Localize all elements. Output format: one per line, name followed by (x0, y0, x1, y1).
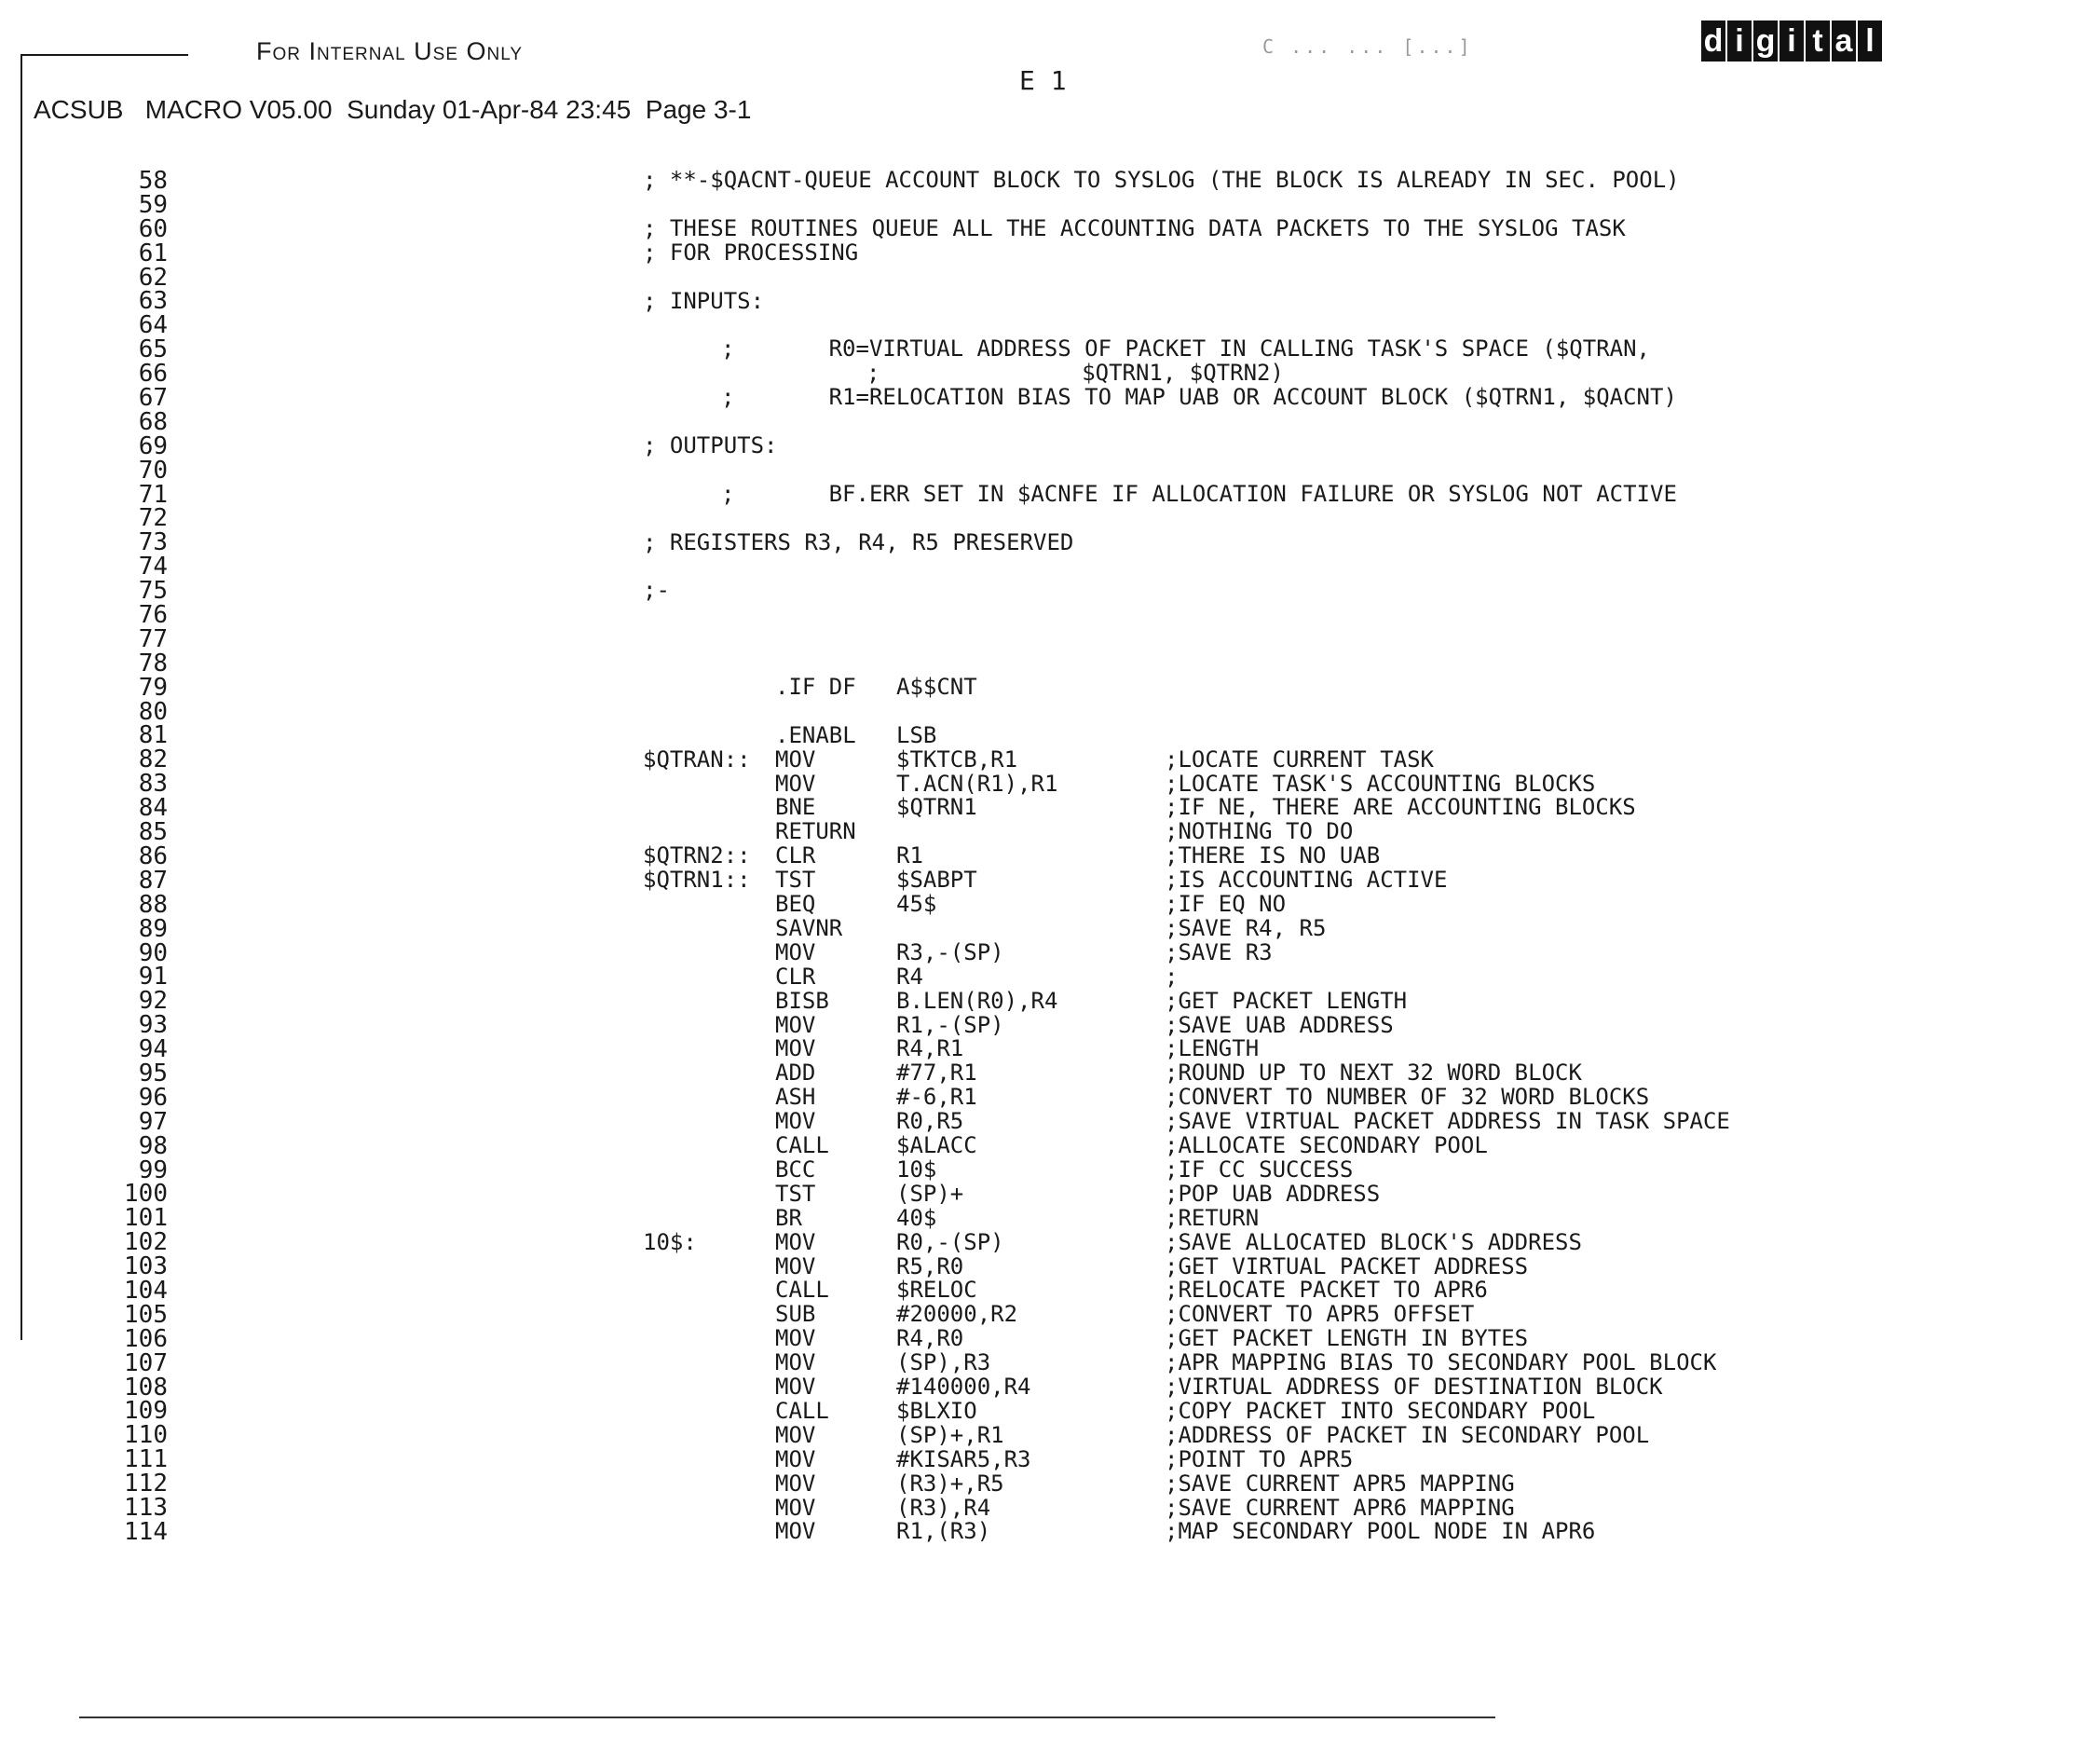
line-number: 105 (124, 1300, 168, 1329)
code-line (643, 1133, 1854, 1157)
code-line (643, 675, 1854, 699)
code-arg: R1,-(SP) (896, 1011, 1004, 1038)
code-cmt: ; (1165, 963, 1179, 990)
code-line (643, 1399, 1854, 1423)
code-arg: $QTRN1 (896, 794, 977, 821)
logo-letter: l (1858, 21, 1882, 62)
code-op: ASH (775, 1084, 816, 1111)
code-label: $QTRAN:: (643, 745, 751, 773)
code-arg: (SP),R3 (896, 1349, 991, 1376)
code-cmt: ;MAP SECONDARY POOL NODE IN APR6 (1165, 1518, 1596, 1545)
code-op: MOV (775, 1349, 816, 1376)
code-op: .ENABL (775, 721, 856, 748)
line-number: 87 (138, 866, 168, 895)
code-cmt: ;SAVE VIRTUAL PACKET ADDRESS IN TASK SPACE (1165, 1108, 1730, 1135)
comment-line: ; BF.ERR SET IN $ACNFE IF ALLOCATION FAILURE OR SYSLOG NOT ACTIVE (721, 480, 1677, 507)
code-line (643, 1350, 1854, 1375)
code-op: MOV (775, 1421, 816, 1448)
code-line (643, 1182, 1854, 1206)
line-number: 64 (138, 311, 168, 340)
code-cmt: ;IF EQ NO (1165, 891, 1287, 917)
code-cmt: ;CONVERT TO APR5 OFFSET (1165, 1301, 1475, 1328)
code-arg: R1 (896, 842, 923, 869)
line-number: 63 (138, 287, 168, 316)
code-op: CALL (775, 1397, 829, 1424)
code-cmt: ;SAVE UAB ADDRESS (1165, 1011, 1394, 1038)
code-line (643, 1423, 1854, 1447)
line-number: 77 (138, 624, 168, 653)
code-arg: (SP)+,R1 (896, 1421, 1004, 1448)
code-cmt: ;POP UAB ADDRESS (1165, 1180, 1381, 1207)
comment-line: ; INPUTS: (643, 287, 765, 314)
code-cmt: ;ALLOCATE SECONDARY POOL (1165, 1132, 1488, 1158)
code-cmt: ;ADDRESS OF PACKET IN SECONDARY POOL (1165, 1421, 1650, 1448)
code-op: MOV (775, 1518, 816, 1545)
line-number: 65 (138, 335, 168, 364)
code-cmt: ;CONVERT TO NUMBER OF 32 WORD BLOCKS (1165, 1084, 1650, 1111)
code-arg: $BLXIO (896, 1397, 977, 1424)
code-arg: R4,R1 (896, 1035, 964, 1062)
code-op: RETURN (775, 818, 856, 845)
line-number: 90 (138, 938, 168, 967)
line-number: 99 (138, 1156, 168, 1184)
line-number: 102 (124, 1228, 168, 1257)
code-arg: 45$ (896, 891, 937, 917)
code-cmt: ;VIRTUAL ADDRESS OF DESTINATION BLOCK (1165, 1374, 1663, 1400)
line-number: 104 (124, 1276, 168, 1305)
line-number: 109 (124, 1397, 168, 1426)
line-number: 78 (138, 649, 168, 677)
line-number: 71 (138, 480, 168, 509)
code-line (643, 940, 1854, 964)
line-number: 93 (138, 1011, 168, 1040)
line-number: 68 (138, 407, 168, 436)
code-op: MOV (775, 1374, 816, 1400)
line-number: 83 (138, 770, 168, 799)
code-line (643, 747, 1854, 772)
code-op: MOV (775, 1470, 816, 1497)
code-arg: #140000,R4 (896, 1374, 1031, 1400)
line-number: 74 (138, 553, 168, 581)
line-number: 82 (138, 745, 168, 774)
code-cmt: ;SAVE CURRENT APR5 MAPPING (1165, 1470, 1515, 1497)
logo-letter: t (1806, 21, 1830, 62)
code-line (643, 1326, 1854, 1350)
line-number: 79 (138, 673, 168, 702)
line-number: 67 (138, 384, 168, 413)
line-number: 60 (138, 214, 168, 243)
page-mark: E 1 (1019, 65, 1067, 96)
line-number: 80 (138, 697, 168, 726)
code-cmt: ;RETURN (1165, 1204, 1260, 1231)
line-number: 66 (138, 360, 168, 389)
code-arg: (R3),R4 (896, 1494, 991, 1521)
code-line (643, 795, 1854, 819)
code-op: MOV (775, 1108, 816, 1135)
code-op: .IF DF (775, 673, 856, 700)
code-cmt: ;SAVE CURRENT APR6 MAPPING (1165, 1494, 1515, 1521)
listing-header: ACSUB MACRO V05.00 Sunday 01-Apr-84 23:45 Page 3-1 (34, 95, 752, 124)
code-label: 10$: (643, 1228, 697, 1255)
code-arg: $ALACC (896, 1132, 977, 1158)
code-cmt: ;ROUND UP TO NEXT 32 WORD BLOCK (1165, 1060, 1582, 1087)
line-number: 110 (124, 1421, 168, 1450)
code-arg: #77,R1 (896, 1060, 977, 1087)
code-cmt: ;SAVE R4, R5 (1165, 914, 1327, 941)
code-cmt: ;IS ACCOUNTING ACTIVE (1165, 867, 1448, 894)
line-number: 86 (138, 841, 168, 870)
code-op: CALL (775, 1277, 829, 1304)
line-number: 100 (124, 1180, 168, 1209)
code-op: MOV (775, 1445, 816, 1472)
line-number: 58 (138, 167, 168, 195)
code-arg: R3,-(SP) (896, 938, 1004, 965)
logo-letter: d (1701, 21, 1725, 62)
line-number: 96 (138, 1083, 168, 1112)
code-op: SUB (775, 1301, 816, 1328)
code-label: $QTRN1:: (643, 867, 751, 894)
line-number: 103 (124, 1252, 168, 1281)
code-arg: T.ACN(R1),R1 (896, 770, 1058, 797)
line-number: 85 (138, 818, 168, 847)
code-cmt: ;LOCATE TASK'S ACCOUNTING BLOCKS (1165, 770, 1596, 797)
code-op: MOV (775, 745, 816, 773)
line-number: 108 (124, 1373, 168, 1402)
code-arg: (SP)+ (896, 1180, 964, 1207)
line-number: 114 (124, 1517, 168, 1546)
line-number: 113 (124, 1493, 168, 1522)
line-number: 75 (138, 577, 168, 606)
line-number: 98 (138, 1131, 168, 1160)
code-op: CLR (775, 842, 816, 869)
logo-letter: i (1780, 21, 1804, 62)
line-number: 89 (138, 914, 168, 943)
code-op: BISB (775, 987, 829, 1014)
comment-line: ; FOR PROCESSING (643, 239, 859, 266)
code-line (643, 989, 1854, 1013)
code-arg: 40$ (896, 1204, 937, 1231)
code-op: CLR (775, 963, 816, 990)
line-number: 107 (124, 1348, 168, 1377)
code-op: SAVNR (775, 914, 843, 941)
code-line (643, 772, 1854, 796)
code-op: TST (775, 1180, 816, 1207)
comment-line: ; REGISTERS R3, R4, R5 PRESERVED (643, 528, 1074, 555)
code-arg: #-6,R1 (896, 1084, 977, 1111)
code-line (643, 1036, 1854, 1060)
code-arg: #20000,R2 (896, 1301, 1018, 1328)
code-cmt: ;IF NE, THERE ARE ACCOUNTING BLOCKS (1165, 794, 1636, 821)
code-op: MOV (775, 1325, 816, 1352)
code-cmt: ;SAVE ALLOCATED BLOCK'S ADDRESS (1165, 1228, 1582, 1255)
code-arg: #KISAR5,R3 (896, 1445, 1031, 1472)
code-arg: LSB (896, 721, 937, 748)
comment-line: ; R0=VIRTUAL ADDRESS OF PACKET IN CALLING TASK'S SPACE ($QTRAN, (721, 335, 1650, 362)
code-line (643, 1109, 1854, 1133)
code-cmt: ;RELOCATE PACKET TO APR6 (1165, 1277, 1488, 1304)
comment-line: ; R1=RELOCATION BIAS TO MAP UAB OR ACCOUNT BLOCK ($QTRN1, $QACNT) (721, 384, 1677, 411)
code-op: TST (775, 867, 816, 894)
line-number: 92 (138, 987, 168, 1016)
line-numbers (56, 167, 168, 1546)
code-op: MOV (775, 770, 816, 797)
faint-stamp: C ... ... [...] (1262, 35, 1473, 58)
code-op: BEQ (775, 891, 816, 917)
comment-line: ;- (643, 577, 670, 604)
code-label: $QTRN2:: (643, 842, 751, 869)
comment-line: ; OUTPUTS: (643, 431, 778, 458)
code-cmt: ;GET PACKET LENGTH (1165, 987, 1408, 1014)
line-number: 62 (138, 263, 168, 292)
comment-line: ; THESE ROUTINES QUEUE ALL THE ACCOUNTING DATA PACKETS TO THE SYSLOG TASK (643, 214, 1626, 241)
code-cmt: ;POINT TO APR5 (1165, 1445, 1354, 1472)
code-arg: R0,-(SP) (896, 1228, 1004, 1255)
line-number: 91 (138, 963, 168, 992)
header-rule (20, 54, 188, 56)
code-arg: R0,R5 (896, 1108, 964, 1135)
line-number: 106 (124, 1324, 168, 1353)
code-arg: R5,R0 (896, 1252, 964, 1279)
code-line (643, 723, 1854, 747)
line-number: 69 (138, 431, 168, 460)
code-arg: B.LEN(R0),R4 (896, 987, 1058, 1014)
code-cmt: ;NOTHING TO DO (1165, 818, 1354, 845)
logo-letter: a (1832, 21, 1856, 62)
margin-rule (20, 54, 22, 1340)
logo-letter: g (1753, 21, 1778, 62)
code-line (643, 1471, 1854, 1496)
line-number: 84 (138, 794, 168, 823)
line-number: 76 (138, 601, 168, 630)
code-line (643, 892, 1854, 916)
comment-line: ; $QTRN1, $QTRN2) (866, 360, 1284, 387)
code-cmt: ;LOCATE CURRENT TASK (1165, 745, 1434, 773)
code-op: BCC (775, 1156, 816, 1183)
code-line (643, 1519, 1854, 1543)
code-arg: R4 (896, 963, 923, 990)
code-line (643, 1206, 1854, 1230)
code-op: BR (775, 1204, 802, 1231)
code-line (643, 1447, 1854, 1471)
code-line (643, 916, 1854, 940)
code-cmt: ;GET PACKET LENGTH IN BYTES (1165, 1325, 1529, 1352)
code-op: MOV (775, 1011, 816, 1038)
line-number: 70 (138, 456, 168, 485)
line-number: 73 (138, 528, 168, 557)
line-number: 94 (138, 1035, 168, 1064)
code-arg: 10$ (896, 1156, 937, 1183)
code-line (643, 1230, 1854, 1254)
line-number: 72 (138, 504, 168, 533)
code-arg: R1,(R3) (896, 1518, 991, 1545)
code-line (643, 1060, 1854, 1085)
code-arg: $TKTCB,R1 (896, 745, 1018, 773)
code-cmt: ;THERE IS NO UAB (1165, 842, 1381, 869)
code-line (643, 843, 1854, 868)
code-arg: $SABPT (896, 867, 977, 894)
code-line (643, 1278, 1854, 1302)
line-number: 112 (124, 1470, 168, 1498)
code-cmt: ;APR MAPPING BIAS TO SECONDARY POOL BLOCK (1165, 1349, 1717, 1376)
digital-logo (1701, 21, 1882, 62)
code-op: MOV (775, 1035, 816, 1062)
line-number: 59 (138, 190, 168, 219)
comment-line: ; **-$QACNT-QUEUE ACCOUNT BLOCK TO SYSLOG (THE BLOCK IS ALREADY IN SEC. POOL) (643, 167, 1680, 193)
logo-letter: i (1727, 21, 1752, 62)
bottom-rule (79, 1716, 1495, 1718)
code-line (643, 1013, 1854, 1037)
code-arg: A$$CNT (896, 673, 977, 700)
code-line (643, 1157, 1854, 1182)
code-op: MOV (775, 1494, 816, 1521)
line-number: 95 (138, 1059, 168, 1087)
line-number: 88 (138, 890, 168, 919)
code-op: MOV (775, 938, 816, 965)
code-line (643, 1302, 1854, 1326)
line-number: 61 (138, 239, 168, 267)
code-cmt: ;LENGTH (1165, 1035, 1260, 1062)
line-number: 101 (124, 1204, 168, 1233)
code-line (643, 819, 1854, 843)
code-arg: $RELOC (896, 1277, 977, 1304)
code-cmt: ;SAVE R3 (1165, 938, 1273, 965)
code-op: ADD (775, 1060, 816, 1087)
line-number: 97 (138, 1107, 168, 1136)
code-line (643, 1496, 1854, 1520)
code-op: BNE (775, 794, 816, 821)
code-cmt: ;COPY PACKET INTO SECONDARY POOL (1165, 1397, 1596, 1424)
code-op: CALL (775, 1132, 829, 1158)
code-line (643, 1375, 1854, 1399)
line-number: 111 (124, 1445, 168, 1474)
internal-use-label: For Internal Use Only (256, 37, 524, 65)
code-cmt: ;GET VIRTUAL PACKET ADDRESS (1165, 1252, 1529, 1279)
line-number: 81 (138, 721, 168, 750)
code-arg: R4,R0 (896, 1325, 964, 1352)
code-line (643, 1254, 1854, 1279)
code-line (643, 964, 1854, 989)
code-line (643, 1085, 1854, 1109)
code-cmt: ;IF CC SUCCESS (1165, 1156, 1354, 1183)
code-op: MOV (775, 1228, 816, 1255)
code-arg: (R3)+,R5 (896, 1470, 1004, 1497)
code-op: MOV (775, 1252, 816, 1279)
code-line (643, 868, 1854, 892)
